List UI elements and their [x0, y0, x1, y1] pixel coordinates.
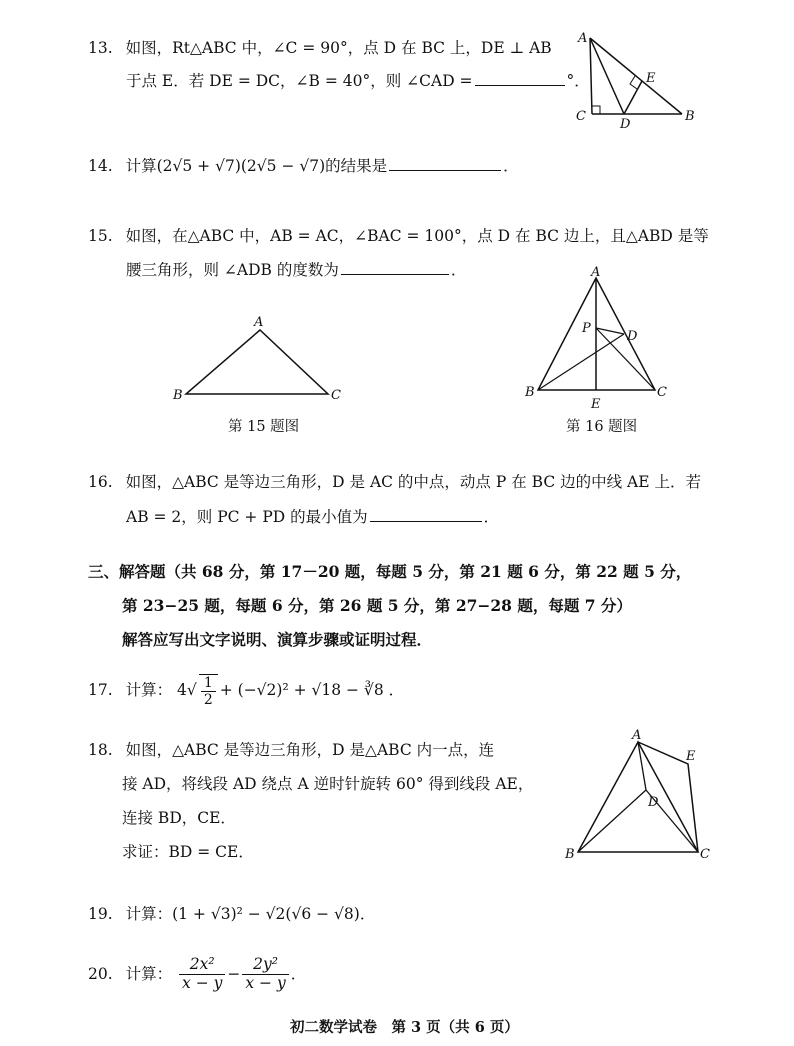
q16-figure [520, 266, 680, 416]
q15-text [88, 228, 709, 245]
q16-fig-label-p: P [582, 321, 591, 336]
q13-fig-label-a: A [578, 31, 588, 46]
q18-fig-seg-bd [578, 790, 646, 852]
q16-caption: 第 16 题图 [566, 419, 638, 435]
q20-text: 20. 计算： $\frac{\text{2x²}}{x - y}$ − $\frac{\text{2y²}}{x - y}$ ． [88, 955, 307, 992]
q18-figure [560, 728, 720, 868]
q16-fig-label-b: B [525, 385, 535, 400]
q18-line2: 接 AD，将线段 AD 绕点 A 逆时针旋转 60° 得到线段 AE， [122, 775, 534, 793]
q14-text: 14. 计算(2√5 + √7)(2√5 − √7)的结果是 ． [88, 157, 519, 175]
q13-fig-label-c: C [576, 109, 586, 124]
q15-answer-blank[interactable] [341, 273, 449, 275]
q13-fig-right-angle-e [630, 76, 637, 89]
q16-fig-seg-pc [596, 328, 655, 390]
q15-line1: 如图，在△ABC 中，AB = AC，∠BAC = 100°，点 D 在 BC 边上，且△ABD 是等 [125, 227, 709, 245]
q13-fig-seg-ad [590, 38, 624, 114]
q18-number: 18. [88, 741, 113, 759]
q13-number: 13. [88, 39, 113, 57]
q13-fig-label-b: B [685, 109, 695, 124]
q18-fig-label-d: D [648, 795, 659, 810]
q16-fig-label-e: E [591, 397, 601, 412]
q14-number: 14. [88, 157, 113, 175]
q13-figure [570, 28, 710, 133]
q15-fig-label-a: A [254, 315, 264, 330]
q19-expression: 计算：(1 + √3)² − √2(√6 − √8)． [125, 905, 376, 923]
q15-caption: 第 15 题图 [228, 419, 300, 435]
q13-line2: 于点 E．若 DE = DC，∠B = 40°，则 ∠CAD = °． [126, 72, 590, 90]
q17-label: 计算： [125, 681, 173, 700]
q15-fig-triangle [186, 330, 328, 394]
q18-fig-label-c: C [700, 847, 710, 862]
q19-number: 19. [88, 905, 113, 923]
q16-fig-label-a: A [591, 266, 601, 280]
q19-text [88, 906, 375, 923]
q16-number: 16. [88, 473, 113, 491]
q13-text [88, 40, 552, 57]
q16-fig-label-d: D [627, 329, 638, 344]
q15-fig-label-b: B [173, 388, 183, 403]
q13-line1: 如图，Rt△ABC 中，∠C = 90°，点 D 在 BC 上，DE ⊥ AB [125, 39, 552, 57]
q15-figure [168, 312, 348, 407]
q18-text [88, 742, 494, 759]
q17-fraction: $\frac{1}{2}$ [199, 674, 218, 708]
q18-line4: 求证：BD = CE． [122, 843, 254, 861]
q17-text: 17. 计算： 4√ $\frac{1}{2}$ + (−√2)² + √18 − ∛8 ． [88, 675, 405, 709]
q16-line1: 如图，△ABC 是等边三角形，D 是 AC 的中点，动点 P 在 BC 边的中线 AE 上．若 [125, 473, 701, 491]
q17-number: 17. [88, 681, 113, 700]
q18-line3: 连接 BD，CE． [122, 809, 236, 827]
q20-label: 计算： [125, 964, 173, 983]
q16-fig-seg-bd [538, 334, 624, 390]
q13-fig-side-ac [590, 38, 592, 114]
section3-line2: 第 23−25 题，每题 6 分，第 26 题 5 分，第 27−28 题，每题 7 分） [122, 596, 632, 615]
q18-line1: 如图，△ABC 是等边三角形，D 是△ABC 内一点，连 [125, 741, 495, 759]
q18-fig-label-e: E [686, 749, 696, 764]
q16-text [88, 474, 701, 491]
q13-fig-right-angle-c [592, 106, 600, 114]
q15-fig-label-c: C [331, 388, 341, 403]
q14-answer-blank[interactable] [389, 169, 501, 171]
q13-fig-label-d: D [620, 117, 631, 132]
q16-line2: AB = 2，则 PC + PD 的最小值为 ． [126, 508, 500, 526]
section3-heading: 三、解答题（共 68 分，第 17－20 题，每题 5 分，第 21 题 6 分，第 22 题 5 分， [88, 562, 692, 581]
q13-fig-label-e: E [646, 71, 656, 86]
q20-number: 20. [88, 964, 113, 983]
q15-number: 15. [88, 227, 113, 245]
q16-answer-blank[interactable] [370, 520, 482, 522]
q16-fig-label-c: C [657, 385, 667, 400]
q18-fig-label-a: A [632, 728, 642, 743]
q15-line2: 腰三角形，则 ∠ADB 的度数为 ． [126, 261, 467, 279]
page-footer: 初二数学试卷 第 3 页（共 6 页） [290, 1019, 519, 1036]
q20-fraction-1: $\frac{\text{2x²}}{x - y}$ [179, 956, 225, 993]
q20-fraction-2: $\frac{\text{2y²}}{x - y}$ [242, 956, 288, 993]
q18-fig-label-b: B [565, 847, 575, 862]
section3-line3: 解答应写出文字说明、演算步骤或证明过程． [122, 630, 433, 649]
q13-answer-blank[interactable] [475, 84, 565, 86]
q13-fig-side-ab [590, 38, 682, 114]
